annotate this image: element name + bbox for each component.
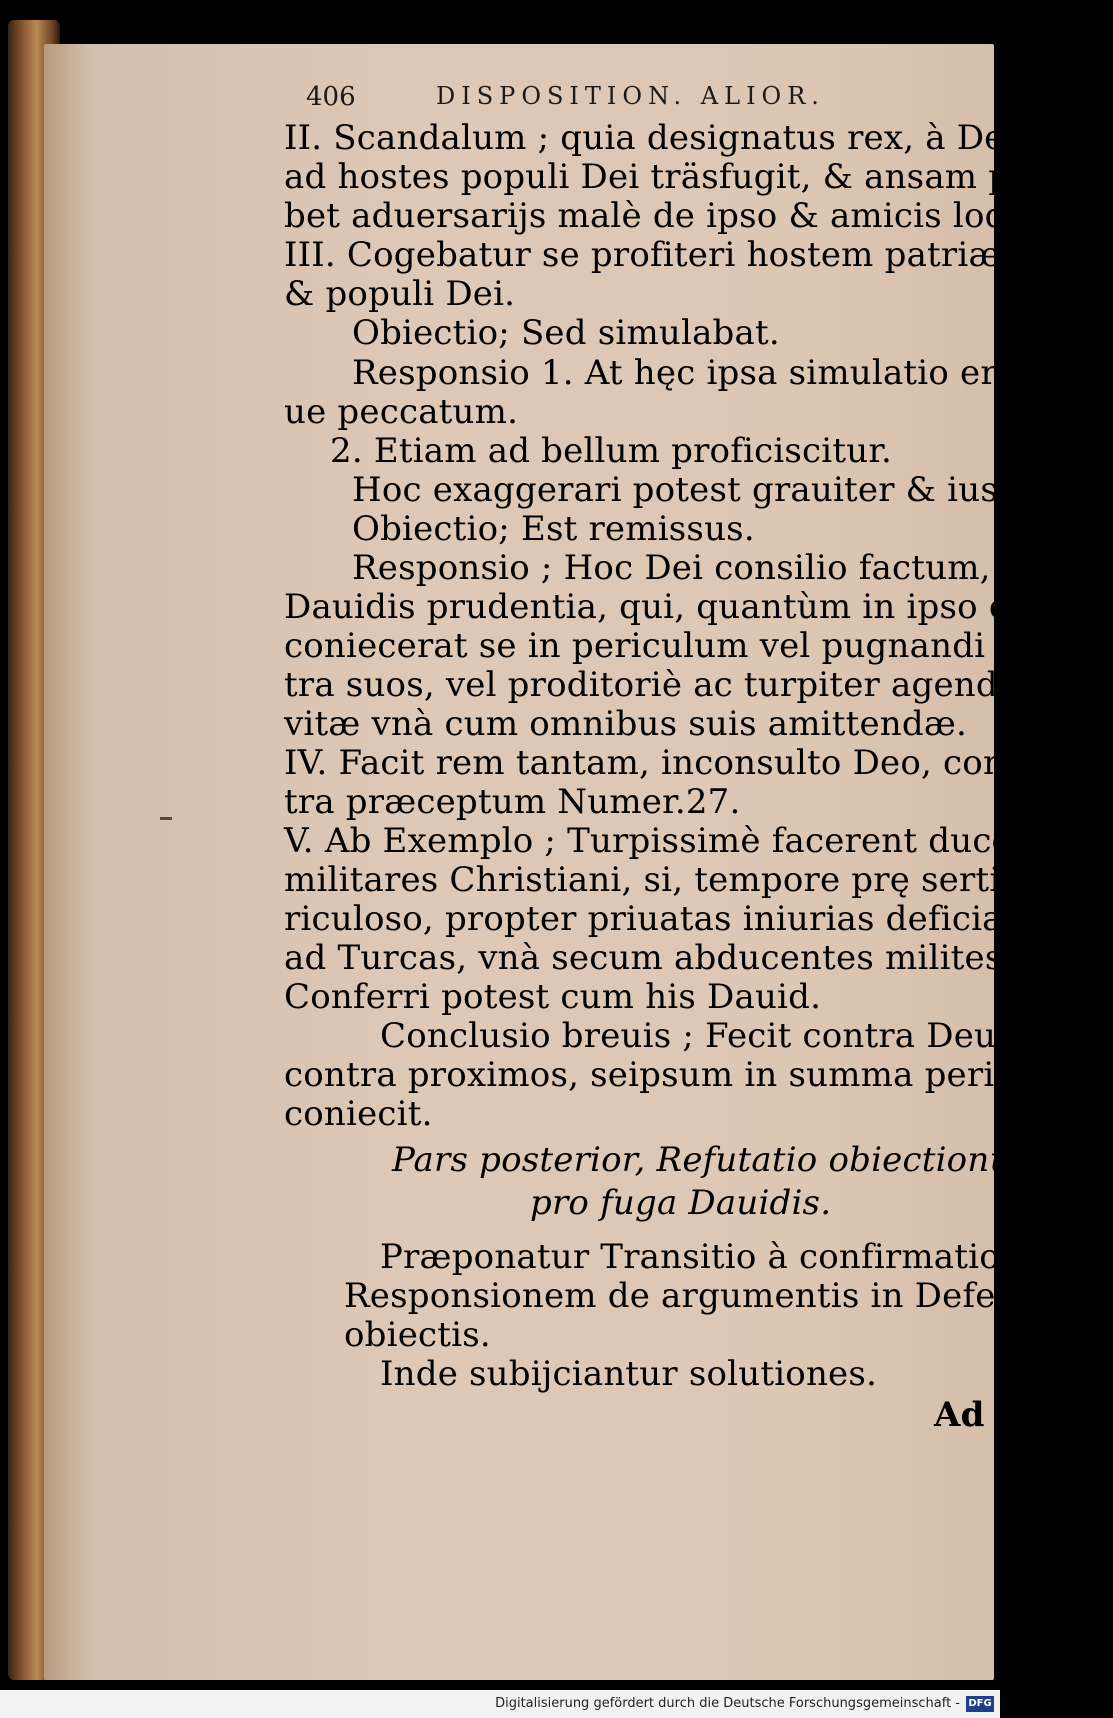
text-line: Hoc exaggerari potest grauiter & iustè. (352, 470, 1044, 510)
text-line: III. Cogebatur se profiteri hostem patriæ, (284, 235, 1012, 275)
text-line: II. Scandalum ; quia designatus rex, à Deo (284, 118, 1026, 158)
text-line: Responsio 1. At hęc ipsa simulatio erat gra- (352, 353, 1113, 393)
text-line: coniecerat se in periculum vel pugnandi cō- (284, 626, 1048, 666)
text-line: 2. Etiam ad bellum proficiscitur. (330, 431, 893, 471)
text-line: militares Christiani, si, tempore prę sertim pe- (284, 860, 1098, 900)
text-line: tra suos, vel proditoriè ac turpiter agendi, vel (284, 665, 1082, 705)
text-line: Obiectio; Sed simulabat. (352, 313, 780, 353)
text-line: ad hostes populi Dei träsfugit, & ansam præ- (284, 157, 1071, 197)
footer-credit-text: Digitalisierung gefördert durch die Deutsche Forschungsgemeinschaft - (495, 1696, 960, 1711)
section-heading-line: Pars posterior, Refutatio obiectionum (392, 1140, 1044, 1180)
text-line: riculoso, propter priuatas iniurias deficiant (284, 899, 1039, 939)
text-line: ad Turcas, vnà secum abducentes milites. (284, 938, 1014, 978)
page-number: 406 (306, 82, 356, 112)
dfg-logo-icon: DFG (966, 1696, 994, 1712)
margin-mark (160, 817, 172, 820)
text-line: Dauidis prudentia, qui, quantùm in ipso erat, (284, 587, 1071, 627)
text-line: vitæ vnà cum omnibus suis amittendæ. (284, 704, 968, 744)
text-line: Conferri potest cum his Dauid. (284, 977, 822, 1017)
text-line: & populi Dei. (284, 274, 516, 314)
text-line: Obiectio; Est remissus. (352, 509, 755, 549)
text-line: Responsio ; Hoc Dei consilio factum, non (352, 548, 1067, 588)
text-line: bet aduersarijs malè de ipso & amicis loquēdi. (284, 196, 1094, 236)
text-line: Conclusio breuis ; Fecit contra Deum, (380, 1016, 1040, 1056)
running-head: DISPOSITION. ALIOR. (436, 82, 825, 110)
section-heading-line: pro fuga Dauidis. (530, 1183, 832, 1223)
text-line: Responsionem de argumentis in Defensione (344, 1276, 1110, 1316)
text-line: Inde subijciantur solutiones. (380, 1354, 878, 1394)
text-line: obiectis. (344, 1315, 491, 1355)
text-line: V. Ab Exemplo ; Turpissimè facerent duces (284, 821, 1030, 861)
text-line: ue peccatum. (284, 392, 519, 432)
catchword: Ad (934, 1395, 985, 1435)
text-line: Præponatur Transitio à confirmatione ad (380, 1237, 1096, 1277)
text-line: coniecit. (284, 1094, 433, 1134)
text-line: contra proximos, seipsum in summa pericula (284, 1055, 1068, 1095)
text-line: tra præceptum Numer.27. (284, 782, 741, 822)
digitization-footer (0, 1690, 1000, 1718)
text-line: IV. Facit rem tantam, inconsulto Deo, con- (284, 743, 1017, 783)
